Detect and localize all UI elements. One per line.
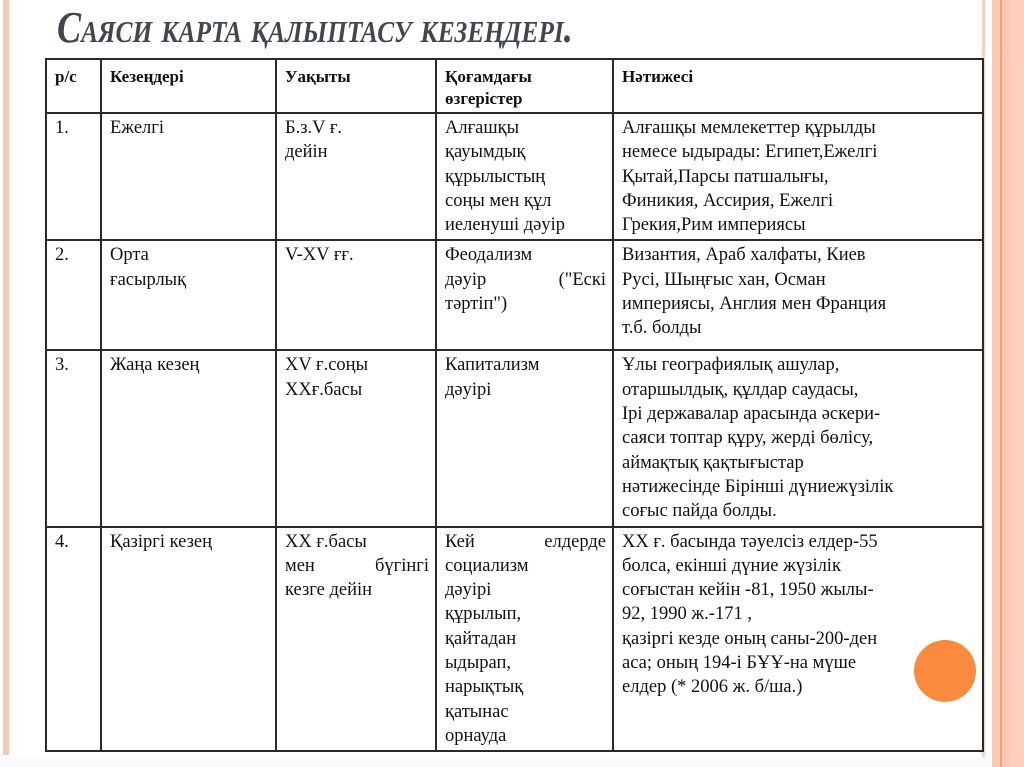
- cell-line: тәртіп"): [445, 294, 508, 315]
- cell-line: Қытай,Парсы патшалығы,: [622, 166, 829, 187]
- cell-number: 3.: [46, 350, 101, 526]
- cell-line: дәуірі: [445, 379, 492, 400]
- cell-line: Ірі державалар арасында әскери-: [622, 404, 881, 425]
- cell-line: Орта: [110, 245, 149, 266]
- cell-line: Византия, Араб халфаты, Киев: [622, 245, 866, 266]
- cell-changes: [436, 350, 613, 526]
- cell-line: ыдырап,: [445, 653, 512, 674]
- cell-line: нәтижесінде Бірінші дүниежүзілік: [622, 476, 894, 497]
- cell-line: немесе ыдырады: Египет,Ежелгі: [622, 142, 878, 163]
- cell-line: қатынас: [445, 701, 509, 722]
- table-row: [46, 527, 983, 752]
- cell-time: [276, 350, 436, 526]
- cell-result: [613, 527, 983, 752]
- cell-line: соңы мен құл: [445, 190, 552, 211]
- cell-line: дәуір ("Ескі: [445, 269, 606, 290]
- cell-time: [276, 527, 436, 752]
- cell-line: Русі, Шыңғыс хан, Осман: [622, 269, 826, 290]
- table-row: [46, 240, 983, 350]
- cell-period: [101, 240, 276, 350]
- decorative-stripe-right-outer: [1010, 0, 1024, 767]
- cell-line: XXғ.басы: [285, 379, 363, 400]
- cell-number: 2.: [46, 240, 101, 350]
- cell-result: [613, 240, 983, 350]
- decorative-bottom-band: [0, 757, 992, 767]
- cell-line: Алғашқы мемлекеттер құрылды: [622, 118, 876, 138]
- cell-period: Ежелгі: [101, 113, 276, 240]
- stages-table: [45, 58, 984, 752]
- cell-line: Алғашқы: [445, 118, 520, 138]
- cell-number: 1.: [46, 113, 101, 240]
- cell-line: аса; оның 194-і БҰҰ-на мүше: [622, 653, 857, 674]
- cell-line: құрылыстың: [445, 166, 546, 187]
- cell-line: Кей елдерде: [445, 531, 606, 552]
- cell-line: дәуірі: [445, 580, 492, 601]
- cell-line: нарықтық: [445, 677, 524, 698]
- header-time: Уақыты: [276, 59, 436, 113]
- table-row: [46, 113, 983, 240]
- cell-line: орнауда: [445, 725, 507, 746]
- cell-line: аймақтық қақтығыстар: [622, 452, 804, 473]
- cell-line: иеленуші дәуір: [445, 215, 565, 236]
- cell-line: елдер (* 2006 ж. б/ша.): [622, 677, 803, 698]
- decorative-orange-circle: [914, 640, 976, 702]
- cell-result: [613, 113, 983, 240]
- header-result: Нәтижесі: [613, 59, 983, 113]
- cell-line: қауымдық: [445, 142, 526, 163]
- cell-result: [613, 350, 983, 526]
- header-number: р/с: [46, 59, 101, 113]
- cell-changes: [436, 113, 613, 240]
- cell-line: империясы, Англия мен Франция: [622, 294, 887, 315]
- decorative-stripe-right-line: [1000, 0, 1002, 767]
- cell-line: қайтадан: [445, 628, 517, 649]
- cell-line: қазіргі кезде оның саны-200-ден: [622, 628, 878, 649]
- table-header-row: [46, 59, 983, 113]
- cell-line: XV ғ.соңы: [285, 355, 369, 376]
- cell-line: ғасырлық: [110, 269, 187, 290]
- decorative-stripe-left: [3, 0, 9, 755]
- cell-time: [276, 113, 436, 240]
- cell-line: Грекия,Рим империясы: [622, 215, 806, 236]
- cell-changes: [436, 240, 613, 350]
- cell-period: Жаңа кезең: [101, 350, 276, 526]
- cell-line: соғыстан кейін -81, 1950 жылы-: [622, 580, 874, 601]
- cell-line: құрылып,: [445, 604, 522, 625]
- cell-time: V-XV ғғ.: [276, 240, 436, 350]
- header-changes: Қоғамдағы өзгерістер: [436, 59, 613, 113]
- cell-line: дейін: [285, 142, 328, 163]
- cell-line: т.б. болды: [622, 318, 702, 339]
- cell-line: XX ғ.басы: [285, 531, 367, 552]
- table-row: [46, 350, 983, 526]
- cell-line: Финикия, Ассирия, Ежелгі: [622, 190, 834, 211]
- cell-line: 92, 1990 ж.-171 ,: [622, 604, 752, 625]
- cell-line: соғыс пайда болды.: [622, 501, 777, 522]
- cell-changes: [436, 527, 613, 752]
- cell-line: XX ғ. басында тәуелсіз елдер-55: [622, 531, 878, 552]
- cell-line: Б.з.V ғ.: [285, 118, 343, 138]
- cell-number: 4.: [46, 527, 101, 752]
- cell-period: Қазіргі кезең: [101, 527, 276, 752]
- header-period: Кезеңдері: [101, 59, 276, 113]
- cell-line: саяси топтар құру, жерді бөлісу,: [622, 428, 874, 449]
- cell-line: болса, екінші дүние жүзілік: [622, 555, 841, 576]
- cell-line: кезге дейін: [285, 580, 373, 601]
- cell-line: отаршылдық, құлдар саудасы,: [622, 379, 859, 400]
- cell-line: Ұлы географиялық ашулар,: [622, 355, 840, 376]
- slide-title: Саяси карта қалыптасу кезеңдері.: [57, 3, 573, 52]
- cell-line: Капитализм: [445, 355, 540, 376]
- cell-line: социализм: [445, 555, 529, 576]
- cell-line: Феодализм: [445, 245, 533, 266]
- cell-line: мен бүгінгі: [285, 555, 429, 576]
